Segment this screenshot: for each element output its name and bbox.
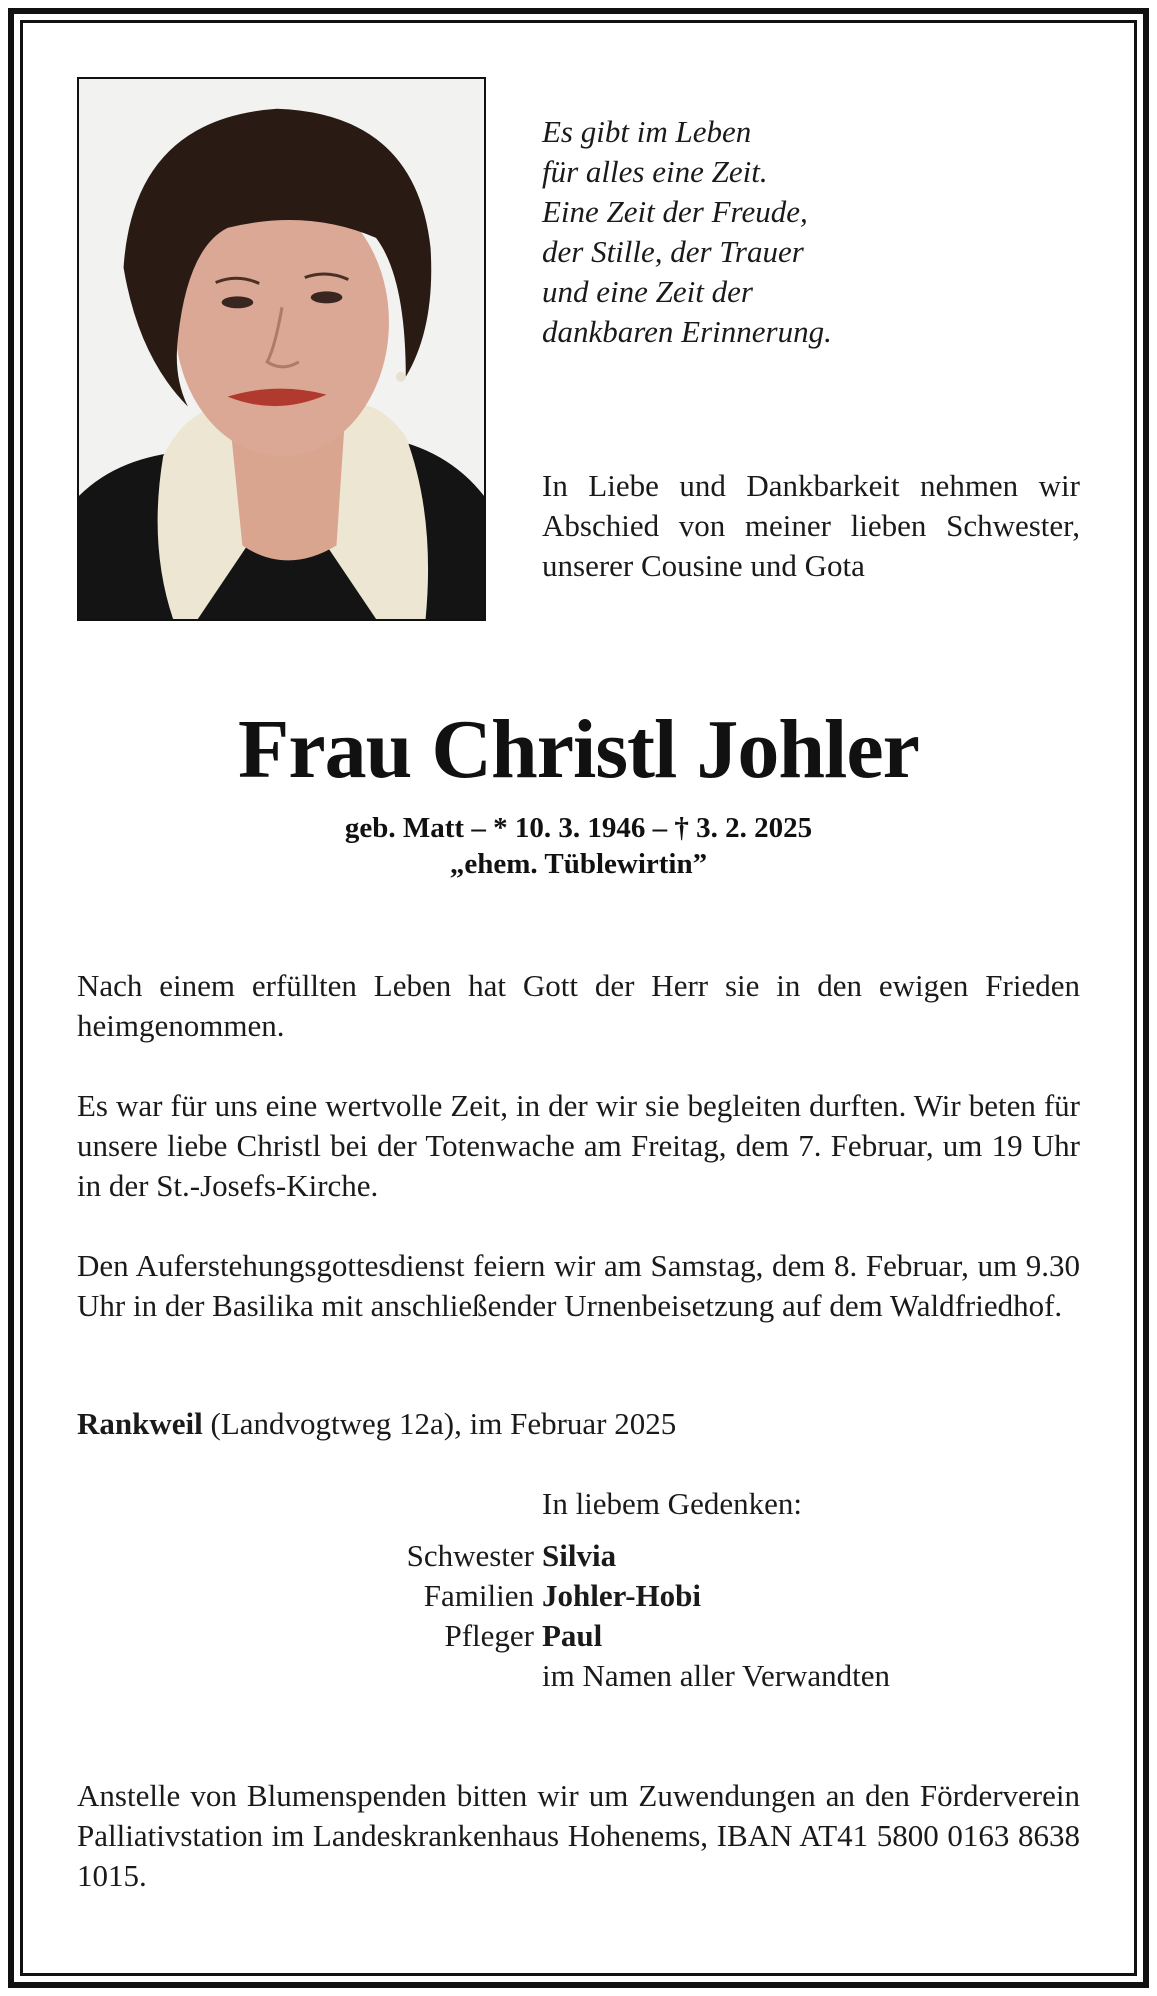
- birth-death-dates: geb. Matt – * 10. 3. 1946 – † 3. 2. 2025: [344, 812, 813, 844]
- poem-line: der Stille, der Trauer: [542, 234, 804, 269]
- signer-row: [300, 1616, 1100, 1656]
- in-memory-heading: In liebem Gedenken:: [542, 1486, 802, 1521]
- portrait-photo: [77, 77, 486, 621]
- signer-role: Familien: [423, 1578, 534, 1613]
- poem-verse: [542, 112, 1082, 352]
- signer-name: im Namen aller Verwandten: [542, 1658, 891, 1693]
- signer-role: [300, 1656, 542, 1696]
- place-town: Rankweil: [77, 1406, 203, 1441]
- signer-row: [300, 1576, 1100, 1616]
- poem-line: Eine Zeit der Freude,: [542, 194, 808, 229]
- signer-role: Schwester: [406, 1538, 534, 1573]
- donation-request: Anstelle von Blumenspenden bitten wir um Zuwendungen an den Förderverein Palliativstation im Landeskrankenhaus Hohenems, IBAN AT41 5800 0163 8638 1015.: [77, 1778, 1080, 1893]
- place-address-date: (Landvogtweg 12a), im Februar 2025: [202, 1406, 677, 1441]
- signer-name: Johler-Hobi: [542, 1578, 702, 1613]
- poem-line: dankbaren Erinnerung.: [542, 314, 832, 349]
- paragraph-funeral: Den Auferstehungsgottesdienst feiern wir am Samstag, dem 8. Februar, um 9.30 Uhr in der Basilika mit anschließender Urnenbeisetzung auf dem Waldfriedhof.: [77, 1248, 1080, 1323]
- signers-list: [300, 1536, 1100, 1696]
- paragraph-peace: Nach einem erfüllten Leben hat Gott der Herr sie in den ewigen Frieden heimgenommen.: [77, 968, 1080, 1043]
- paragraph-wake: Es war für uns eine wertvolle Zeit, in der wir sie begleiten durften. Wir beten für unsere liebe Christl bei der Totenwache am Freitag, dem 7. Februar, um 19 Uhr in der St.-Josefs-Kirche.: [77, 1088, 1080, 1203]
- signer-name: Paul: [542, 1618, 603, 1653]
- poem-line: und eine Zeit der: [542, 274, 753, 309]
- place-date-line: [77, 1404, 1080, 1444]
- farewell-intro: In Liebe und Dankbarkeit nehmen wir Abschied von meiner lieben Schwester, unserer Cousine und Gota: [542, 468, 1080, 583]
- poem-line: für alles eine Zeit.: [542, 154, 768, 189]
- signer-row: [300, 1656, 1100, 1696]
- signer-row: [300, 1536, 1100, 1576]
- nickname: „ehem. Tüblewirtin”: [449, 848, 708, 880]
- signer-role: Pfleger: [444, 1618, 534, 1653]
- poem-line: Es gibt im Leben: [542, 114, 752, 149]
- deceased-name: Frau Christl Johler: [238, 703, 919, 796]
- signer-name: Silvia: [542, 1538, 617, 1573]
